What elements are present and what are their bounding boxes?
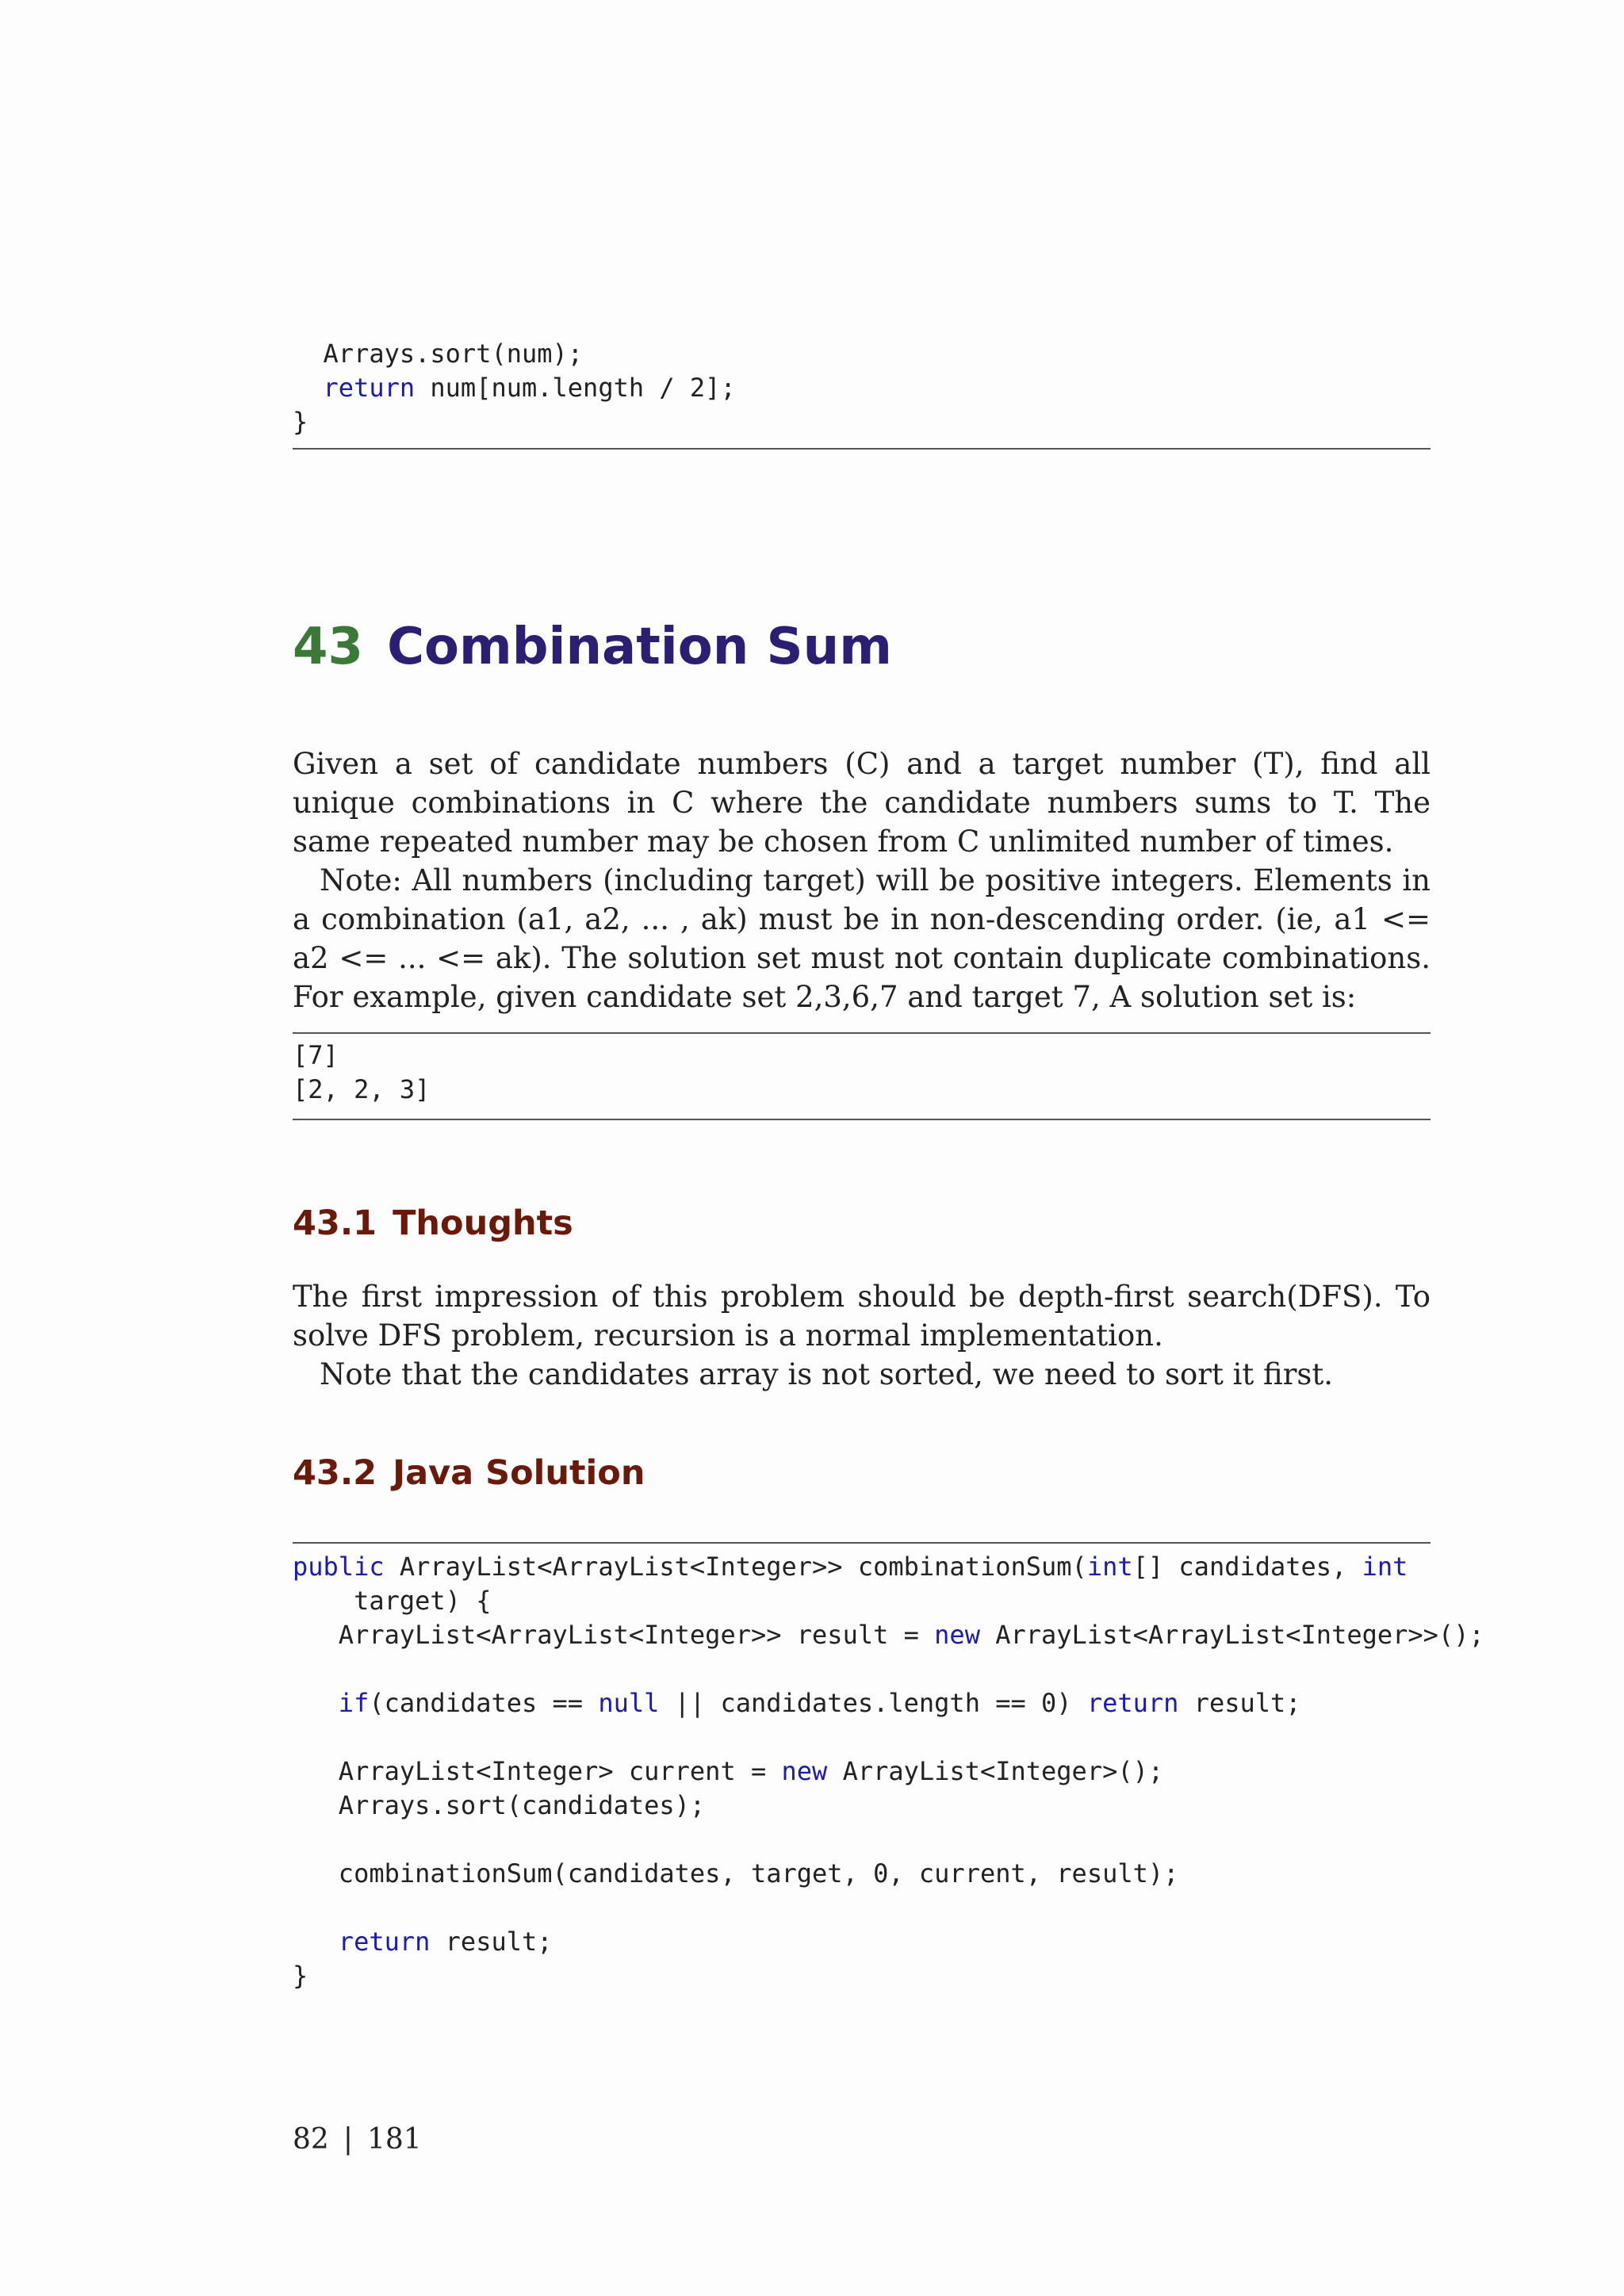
output-line: [2, 2, 3] [293,1074,431,1104]
code-line: public ArrayList<ArrayList<Integer>> combinationSum(int[] candidates, int [293,1552,1408,1582]
code-bottom-rule [293,448,1431,450]
chapter-heading [293,617,892,677]
example-output [293,1039,430,1107]
footer-separator: | [343,2123,353,2156]
section-number: 43.1 [293,1203,377,1243]
section-title: Thoughts [393,1203,573,1243]
code-fragment-top [293,337,736,439]
example-top-rule [293,1032,1431,1034]
code-line: } [293,407,308,437]
code-line: Arrays.sort(candidates); [293,1790,706,1820]
code-line: ArrayList<ArrayList<Integer>> result = new ArrayList<ArrayList<Integer>>(); [293,1620,1484,1650]
code-line: combinationSum(candidates, target, 0, current, result); [293,1858,1179,1888]
thoughts-paragraph-2: Note that the candidates array is not sorted, we need to sort it first. [320,1357,1334,1391]
section-title: Java Solution [393,1453,645,1493]
thoughts-paragraph-1: The first impression of this problem should be depth-first search(DFS). To solve DFS problem, recursion is a normal implementation. [293,1280,1431,1353]
page-footer [293,2123,422,2156]
output-line: [7] [293,1040,339,1070]
code-line: return num[num.length / 2]; [323,373,736,403]
code-line: target) { [293,1586,492,1616]
intro-text [293,744,1431,1016]
code-line: ArrayList<Integer> current = new ArrayList<Integer>(); [293,1756,1164,1786]
code-line: return result; [338,1927,553,1957]
example-bottom-rule [293,1119,1431,1120]
section-number: 43.2 [293,1453,377,1493]
intro-paragraph-2: Note: All numbers (including target) will be positive integers. Elements in a combination (a1, a2, ... , ak) must be in non-descending order. (ie, a1 <= a2 <= ... <= ak). The solution set must not contain duplicate combinations. For example, given candidate set 2,3,6,7 and target 7, A solution set is: [293,863,1431,1014]
page-total: 181 [366,2123,422,2156]
code-line: if(candidates == null || candidates.length == 0) return result; [338,1688,1301,1718]
section-heading-java-solution [293,1452,645,1494]
chapter-title: Combination Sum [387,618,892,676]
code-line: } [293,1961,308,1991]
section-heading-thoughts [293,1203,573,1244]
java-solution-code [293,1550,1484,1993]
code-line: Arrays.sort(num); [323,339,584,369]
intro-paragraph-1: Given a set of candidate numbers (C) and a target number (T), find all unique combinations in C where the candidate numbers sums to T. The same repeated number may be chosen from C unlimited number of times. [293,747,1431,859]
solution-top-rule [293,1542,1431,1544]
page-number: 82 [293,2123,329,2156]
thoughts-text [293,1277,1431,1394]
chapter-number: 43 [293,618,364,676]
